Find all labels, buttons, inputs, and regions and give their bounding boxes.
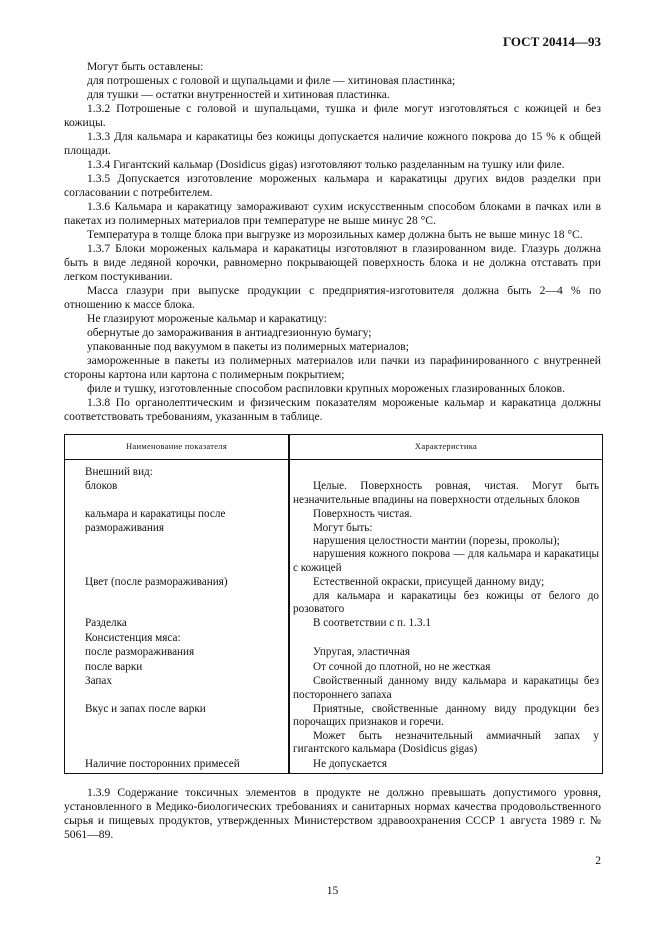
indicator-name: после варки — [65, 661, 290, 674]
characteristic-line: для кальмара и каракатицы без кожицы от белого до розоватого — [293, 589, 599, 616]
characteristic-line: Упругая, эластичная — [313, 646, 410, 659]
paragraph-1-3-9: 1.3.9 Содержание токсичных элементов в продукте не должно превышать допустимого уровня, установленного в Медико-биологических требованиях и санитарных нормах качества продовольственного сырья и пищевых продуктов, утвержденных Министерством здравоохранения СССР 1 августа 1989 г. № 5061—89. — [64, 785, 601, 841]
paragraph: упакованные под вакуумом в пакеты из полимерных материалов; — [87, 340, 409, 353]
table-row — [65, 466, 603, 479]
paragraph: Масса глазури при выпуске продукции с предприятия-изготовителя должна быть 2—4 % по отношению к массе блока. — [64, 284, 601, 311]
indicator-characteristic — [289, 703, 603, 757]
indicator-characteristic — [289, 646, 603, 659]
indicator-name: Вкус и запах после варки — [65, 703, 290, 757]
indicator-name: Наличие посторонних примесей — [65, 758, 290, 774]
characteristic-line: Приятные, свойственные данному виду продукции без порочащих признаков и горечи. — [293, 702, 599, 729]
paragraph: замороженные в пакеты из полимерных материалов или пачки из парафинированного с внутренней стороны картона или картона с полимерным покрытием; — [64, 354, 601, 381]
document-header: ГОСТ 20414—93 — [502, 34, 601, 49]
indicator-name: Внешний вид: — [65, 466, 290, 479]
table-row — [65, 703, 603, 757]
indicator-characteristic — [289, 758, 603, 774]
paragraph: 1.3.7 Блоки мороженых кальмара и каракатицы изготовляют в глазированном виде. Глазурь должна быть в виде ледяной корочки, равномерно покрывающей поверхность блока и не должна отставать при легком постукивании. — [64, 242, 601, 283]
paragraph: для потрошеных с головой и щупальцами и филе — хитиновая пластинка; — [87, 74, 456, 87]
document-body — [64, 60, 601, 424]
paragraph: обернутые до замораживания в антиадгезионную бумагу; — [87, 326, 372, 339]
table-row — [65, 617, 603, 630]
paragraph: Не глазируют мороженые кальмар и каракатицу: — [87, 312, 327, 325]
characteristic-line: нарушения кожного покрова — для кальмара и каракатицы с кожицей — [293, 548, 599, 574]
page-number: 15 — [326, 884, 339, 897]
indicator-characteristic — [289, 617, 603, 630]
paragraph: филе и тушку, изготовленные способом распиловки крупных мороженых глазированных блоков. — [87, 382, 566, 395]
table-row — [65, 632, 603, 645]
indicator-characteristic — [289, 466, 603, 479]
indicator-name: кальмара и каракатицы после размораживания — [65, 508, 290, 575]
table-header-name: Наименование показателя — [65, 435, 290, 460]
indicator-name: блоков — [65, 480, 290, 507]
characteristic-line: нарушения целостности мантии (порезы, проколы); — [313, 535, 560, 548]
indicator-name: Запах — [65, 675, 290, 702]
indicator-characteristic — [289, 480, 603, 507]
indicator-characteristic — [289, 508, 603, 575]
characteristic-line: Не допускается — [313, 757, 388, 770]
paragraph: Температура в толще блока при выгрузке из морозильных камер должна быть не выше минус 18 °С. — [87, 228, 583, 241]
indicator-name: после размораживания — [65, 646, 290, 659]
characteristic-line: Может быть незначительный аммиачный запах у гигантского кальмара (Dosidicus gigas) — [293, 729, 599, 756]
table-row — [65, 758, 603, 774]
paragraph: 1.3.4 Гигантский кальмар (Dosidicus gigas) изготовляют только разделанным на тушку или филе. — [87, 158, 565, 171]
table-row — [65, 675, 603, 702]
indicator-characteristic — [289, 632, 603, 645]
characteristic-line: В соответствии с п. 1.3.1 — [313, 617, 431, 630]
paragraph: 1.3.6 Кальмара и каракатицу замораживают сухим искусственным способом блоками в пачках или в пакетах из полимерных материалов при температуре не выше минус 28 °С. — [64, 200, 601, 227]
table-row — [65, 576, 603, 616]
paragraph: 1.3.2 Потрошеные с головой и шупальцами, тушка и филе могут изготовляться с кожицей и без кожицы. — [64, 102, 601, 129]
characteristic-line: Поверхность чистая. — [313, 508, 413, 521]
table-row — [65, 508, 603, 575]
paragraph: для тушки — остатки внутренностей и хитиновая пластинка. — [87, 88, 390, 101]
characteristic-line: Могут быть: — [313, 521, 373, 534]
table-row — [65, 661, 603, 674]
characteristic-line: От сочной до плотной, но не жесткая — [313, 660, 491, 673]
paragraph: Могут быть оставлены: — [87, 60, 204, 73]
paragraph: 1.3.5 Допускается изготовление мороженых кальмара и каракатицы других видов разделки при согласовании с потребителем. — [64, 172, 601, 199]
paragraph: 1.3.3 Для кальмара и каракатицы без кожицы допускается наличие кожного покрова до 15 % к общей площади. — [64, 130, 601, 157]
characteristic-line: Естественной окраски, присущей данному виду; — [313, 576, 545, 589]
indicator-name: Консистенция мяса: — [65, 632, 290, 645]
indicator-characteristic — [289, 661, 603, 674]
table-row — [65, 646, 603, 659]
paragraph: 1.3.8 По органолептическим и физическим показателям мороженые кальмар и каракатица должны соответствовать требованиям, указанным в таблице. — [64, 396, 601, 423]
characteristic-line: Свойственный данному виду кальмара и каракатицы без постороннего запаха — [293, 675, 599, 701]
footer-section — [64, 786, 601, 842]
indicator-characteristic — [289, 576, 603, 616]
indicator-name: Цвет (после размораживания) — [65, 576, 290, 616]
requirements-table — [64, 434, 603, 774]
sheet-number: 2 — [595, 854, 601, 867]
characteristic-line: Целые. Поверхность ровная, чистая. Могут быть незначительные впадины на поверхности отдельных блоков — [293, 480, 599, 506]
table-row — [65, 480, 603, 507]
indicator-characteristic — [289, 675, 603, 702]
table-header-characteristic: Характеристика — [289, 435, 603, 460]
indicator-name: Разделка — [65, 617, 290, 630]
